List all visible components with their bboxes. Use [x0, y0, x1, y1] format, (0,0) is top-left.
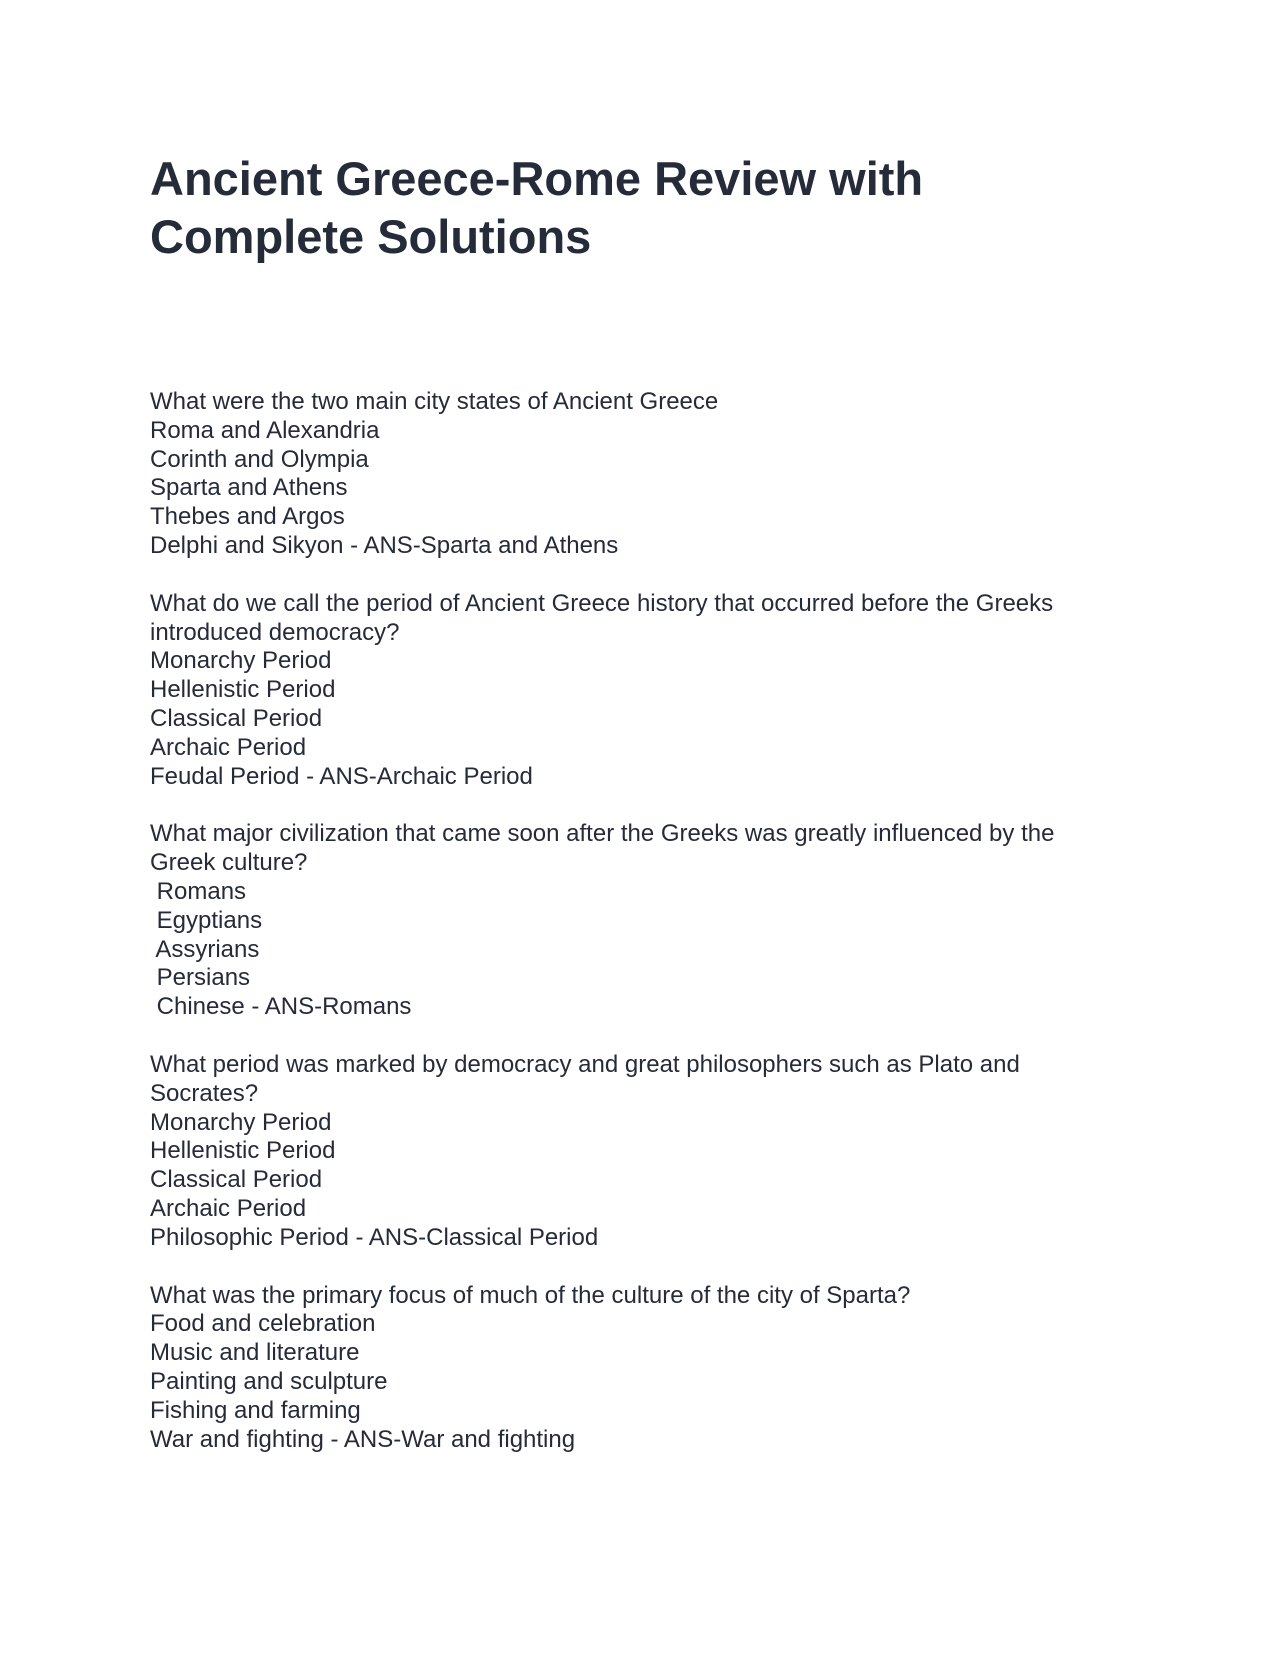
question-text: What do we call the period of Ancient Greece history that occurred before the Greeks introduced democracy?: [150, 589, 1054, 646]
answer-option: Classical Period: [150, 704, 323, 732]
answer-option: Archaic Period: [150, 733, 307, 761]
question-text: What were the two main city states of Ancient Greece: [150, 388, 719, 415]
answer-option-with-answer: War and fighting - ANS-War and fighting: [150, 1425, 576, 1453]
question-block: [150, 590, 1110, 792]
answer-option: Food and celebration: [150, 1310, 376, 1338]
document-page: [150, 150, 1110, 1483]
answer-option: Fishing and farming: [150, 1396, 361, 1424]
answer-option: Painting and sculpture: [150, 1367, 388, 1395]
answer-option: Sparta and Athens: [150, 474, 348, 502]
answer-option: Hellenistic Period: [150, 676, 336, 704]
question-text: What was the primary focus of much of the culture of the city of Sparta?: [150, 1281, 911, 1309]
question-block: [150, 388, 1110, 561]
title-line-1: Ancient Greece-Rome Review with: [150, 152, 924, 205]
answer-option: Music and literature: [150, 1339, 360, 1367]
answer-option-with-answer: Chinese - ANS-Romans: [150, 993, 412, 1021]
answer-option: Assyrians: [150, 935, 260, 963]
question-text: What period was marked by democracy and great philosophers such as Plato and Socrates?: [150, 1050, 1020, 1107]
answer-option: Monarchy Period: [150, 1108, 332, 1136]
answer-option: Hellenistic Period: [150, 1137, 336, 1165]
answer-option: Romans: [150, 877, 247, 905]
answer-option-with-answer: Delphi and Sikyon - ANS-Sparta and Athens: [150, 531, 619, 559]
title-line-2: Complete Solutions: [150, 210, 592, 263]
answer-option: Persians: [150, 964, 251, 992]
page-title: [150, 150, 1110, 266]
answer-option: Egyptians: [150, 906, 263, 934]
question-block: [150, 1282, 1110, 1455]
answer-option: Archaic Period: [150, 1194, 307, 1222]
answer-option: Monarchy Period: [150, 647, 332, 675]
answer-option: Thebes and Argos: [150, 503, 345, 531]
question-block: [150, 820, 1110, 1022]
question-block: [150, 1051, 1110, 1253]
answer-option-with-answer: Feudal Period - ANS-Archaic Period: [150, 762, 533, 790]
answer-option: Roma and Alexandria: [150, 416, 380, 444]
question-text: What major civilization that came soon after the Greeks was greatly influenced by the Greek culture?: [150, 820, 1055, 877]
question-list: [150, 388, 1110, 1454]
answer-option: Corinth and Olympia: [150, 445, 369, 473]
answer-option: Classical Period: [150, 1166, 323, 1194]
answer-option-with-answer: Philosophic Period - ANS-Classical Period: [150, 1223, 599, 1251]
